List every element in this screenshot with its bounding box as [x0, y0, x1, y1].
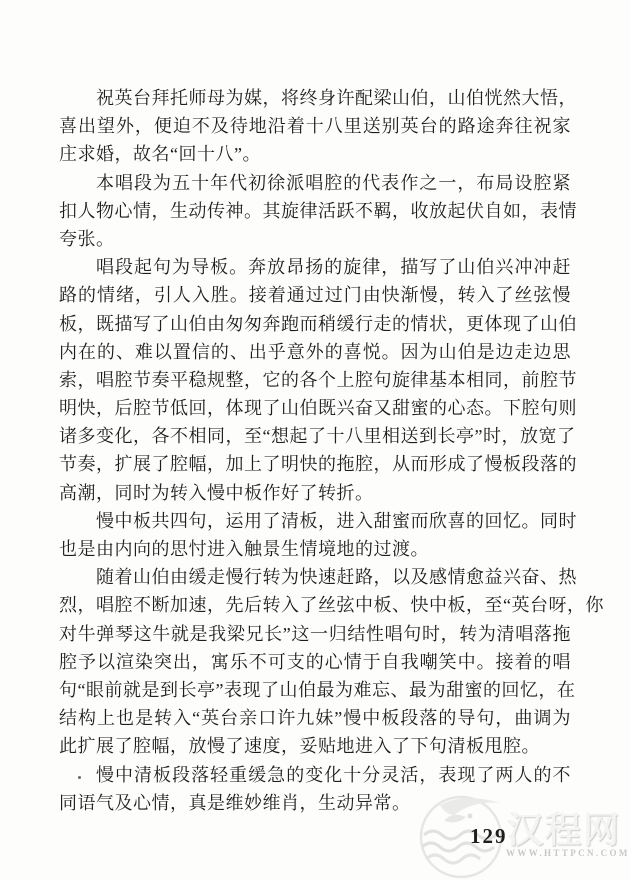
- text-line: 庄求婚，故名“回十八”。: [59, 144, 261, 165]
- watermark-site-url: WWW.HTTPCN.COM: [506, 848, 630, 858]
- page-number: 129: [470, 824, 508, 848]
- text-line: 句“眼前就是到长亭”表现了山伯最为难忘、最为甜蜜的回忆，在: [59, 679, 576, 700]
- watermark-site-name: 汉程网: [507, 809, 622, 850]
- text-line: 索，唱腔节奏平稳规整，它的各个上腔句旋律基本相同，前腔节: [59, 369, 577, 390]
- text-line: 此扩展了腔幅，放慢了速度，妥贴地进入了下句清板甩腔。: [59, 736, 540, 757]
- text-line: 同语气及心情，真是维妙维肖，生动异常。: [59, 792, 411, 813]
- text-line: 烈，唱腔不断加速，先后转入了丝弦中板、快中板，至“英台呀，你: [59, 595, 604, 616]
- text-line: 本唱段为五十年代初徐派唱腔的代表作之一，布局设腔紧: [96, 172, 571, 193]
- text-line: 祝英台拜托师母为媒，将终身许配梁山伯，山伯恍然大悟，: [96, 88, 577, 108]
- text-line: 慢中板共四句，运用了清板，进入甜蜜而欣喜的回忆。同时: [96, 510, 577, 531]
- text-block: [59, 84, 604, 817]
- text-line: 诸多变化，各不相同，至“想起了十八里相送到长亭”时，放宽了: [59, 426, 576, 447]
- text-line: 随着山伯由缓走慢行转为快速赶路，以及感情愈益兴奋、热: [96, 567, 577, 588]
- text-line: 喜出望外，便迫不及待地沿着十八里送别英台的路途奔往祝家: [59, 116, 571, 137]
- text-line: 板，既描写了山伯由匆匆奔跑而稍缓行走的情状，更体现了山伯: [59, 313, 577, 334]
- scan-speck: [78, 776, 81, 779]
- text-line: 也是由内向的思忖进入触景生情境地的过渡。: [59, 539, 429, 559]
- text-line: 唱段起句为导板。奔放昂扬的旋律，描写了山伯兴冲冲赶: [96, 257, 571, 278]
- text-line: 高潮，同时为转入慢中板作好了转折。: [59, 482, 374, 503]
- text-line: 路的情绪，引人入胜。接着通过过门由快渐慢，转入了丝弦慢: [59, 285, 571, 306]
- text-line: 明快，后腔节低回，体现了山伯既兴奋又甜蜜的心态。下腔句则: [59, 398, 577, 419]
- text-line: 腔予以渲染突出，寓乐不可支的心情于自我嘲笑中。接着的唱: [59, 651, 571, 672]
- text-line: 对牛弹琴这牛就是我梁兄长”这一归结性唱句时，转为清唱落拖: [59, 623, 571, 644]
- text-line: 慢中清板段落轻重缓急的变化十分灵活，表现了两人的不: [96, 764, 571, 785]
- text-line: 节奏，扩展了腔幅，加上了明快的拖腔，从而形成了慢板段落的: [59, 454, 577, 475]
- text-line: 夸张。: [59, 228, 115, 249]
- text-line: 扣人物心情，生动传神。其旋律活跃不羁，收放起伏自如，表情: [59, 200, 577, 221]
- text-line: 内在的、难以置信的、出乎意外的喜悦。因为山伯是边走边思: [59, 341, 571, 362]
- text-line: 结构上也是转入“英台亲口许九妹”慢中板段落的导句，曲调为: [59, 708, 571, 729]
